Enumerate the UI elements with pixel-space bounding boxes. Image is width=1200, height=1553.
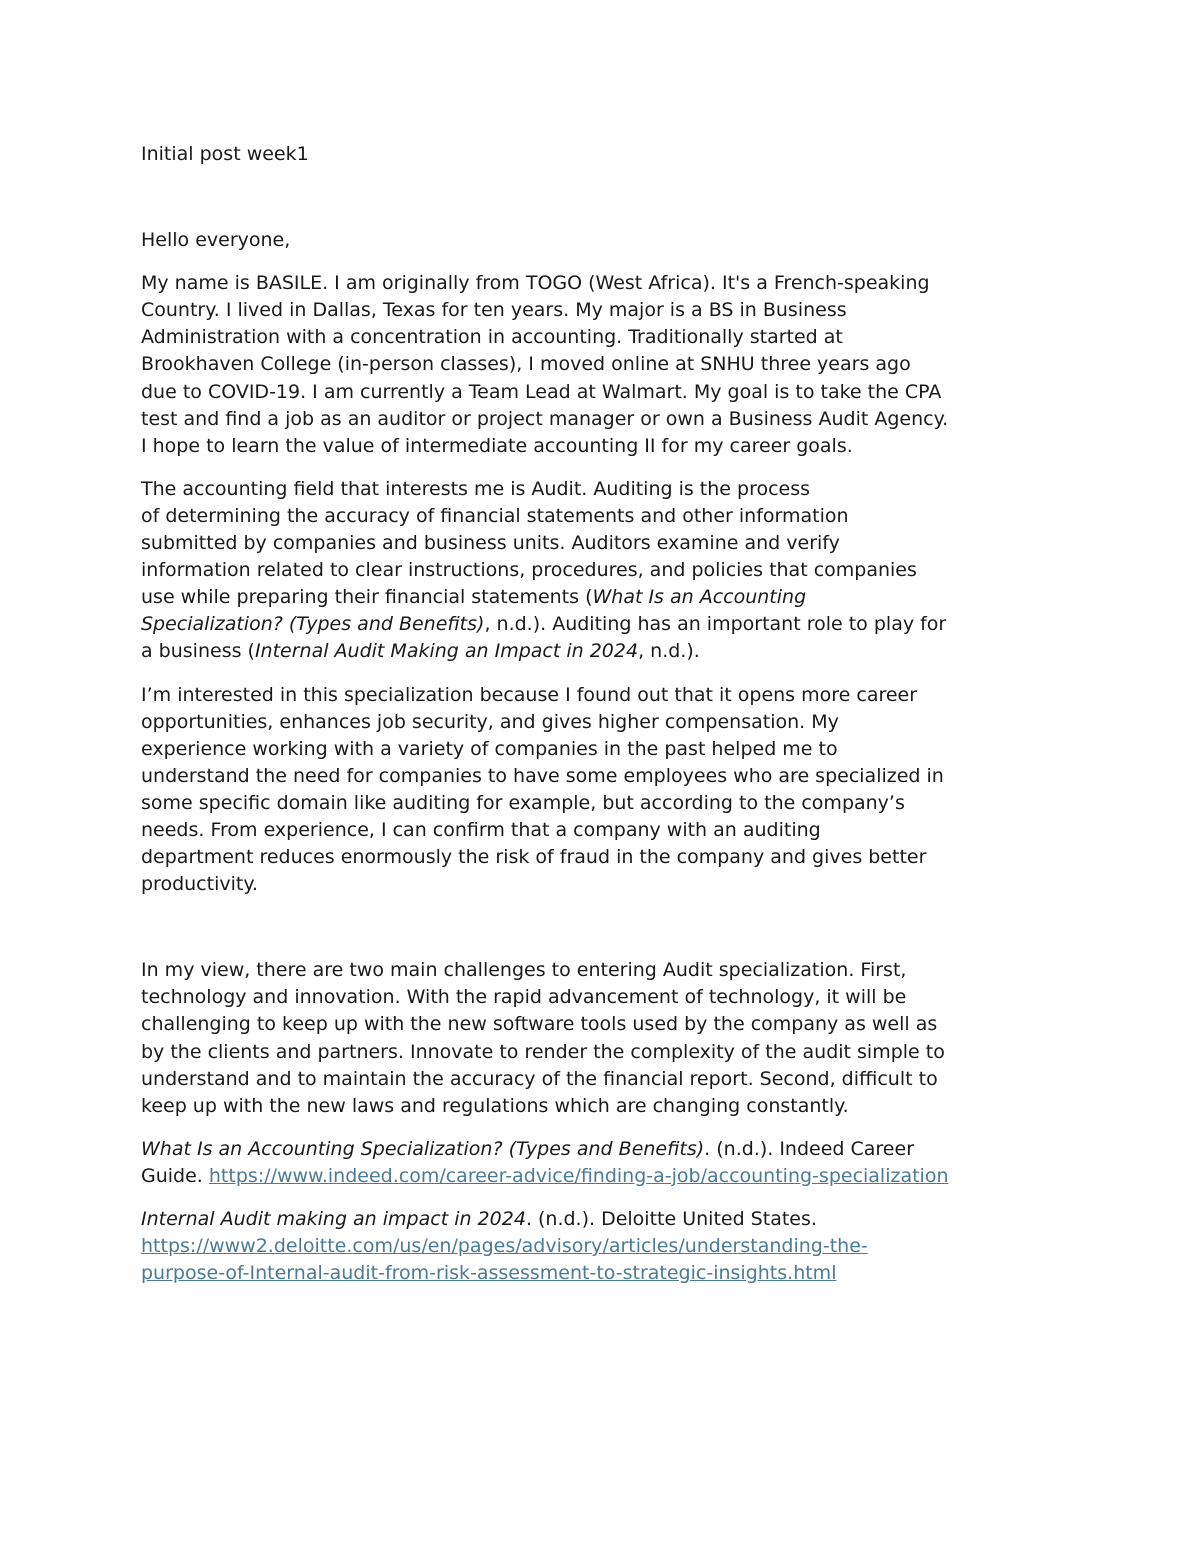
text-segment: a business ( [141,640,255,663]
text-segment: test and find a job as an auditor or project manager or own a Business Audit Agency. [141,407,949,430]
text-segment: The accounting field that interests me is Audit. Auditing is the process [141,477,811,500]
text-segment: opportunities, enhances job security, and gives higher compensation. My [141,710,839,733]
italic-citation-text: Internal Audit making an impact in 2024 [141,1208,526,1230]
reference-link[interactable]: purpose-of-Internal-audit-from-risk-assessment-to-strategic-insights.html [141,1262,837,1285]
text-segment: department reduces enormously the risk of fraud in the company and gives better [141,846,927,869]
text-line [141,1206,1101,1233]
text-line [141,709,1101,736]
text-segment: use while preparing their financial statements ( [141,586,593,609]
text-line [141,1136,1101,1163]
text-line [141,1163,1101,1190]
text-line [141,817,1101,844]
text-line [141,638,1101,665]
reference-deloitte [141,1206,1101,1287]
text-line [141,984,1101,1011]
text-segment: I hope to learn the value of intermediate accounting II for my career goals. [141,434,853,457]
text-line [141,1039,1101,1066]
text-line [141,530,1101,557]
text-segment: some specific domain like auditing for example, but according to the company’s [141,791,905,814]
text-line [141,379,1101,406]
text-line [141,270,1101,297]
audit-field-paragraph [141,476,1101,666]
greeting [141,227,1101,254]
text-line [141,1011,1101,1038]
text-segment: I’m interested in this specialization because I found out that it opens more career [141,683,918,706]
text-segment: information related to clear instructions, procedures, and policies that companies [141,559,917,582]
text-segment: keep up with the new laws and regulations which are changing constantly. [141,1094,849,1117]
text-segment: by the clients and partners. Innovate to render the complexity of the audit simple to [141,1040,945,1063]
text-segment: understand and to maintain the accuracy of the financial report. Second, difficult to [141,1067,938,1090]
text-line [141,324,1101,351]
text-line [141,736,1101,763]
text-line [141,611,1101,638]
text-segment: submitted by companies and business units. Auditors examine and verify [141,532,840,555]
text-segment: . (n.d.). Indeed Career [704,1137,915,1160]
text-line [141,1233,1101,1260]
text-line [141,1260,1101,1287]
text-line [141,141,1101,168]
text-line [141,227,1101,254]
text-segment: of determining the accuracy of financial statements and other information [141,504,849,527]
text-segment: challenging to keep up with the new software tools used by the company as well as [141,1013,938,1036]
text-segment: experience working with a variety of companies in the past helped me to [141,737,838,760]
text-segment: due to COVID-19. I am currently a Team Lead at Walmart. My goal is to take the CPA [141,380,942,403]
text-segment: Brookhaven College (in-person classes), I moved online at SNHU three years ago [141,353,911,376]
text-line [141,1066,1101,1093]
text-segment: Country. I lived in Dallas, Texas for ten years. My major is a BS in Business [141,299,847,322]
text-segment: . (n.d.). Deloitte United States. [525,1208,817,1230]
text-line [141,682,1101,709]
document-page [141,141,1101,1303]
italic-citation-text: What Is an Accounting Specialization? (Types and Benefits) [141,1137,705,1160]
reference-link[interactable]: https://www2.deloitte.com/us/en/pages/advisory/articles/understanding-the- [141,1235,868,1258]
text-segment: , n.d.). Auditing has an important role to play for [484,613,947,636]
text-segment: In my view, there are two main challenges to entering Audit specialization. First, [141,959,907,982]
text-segment: needs. From experience, I can confirm that a company with an auditing [141,818,821,841]
text-segment: understand the need for companies to have some employees who are specialized in [141,764,944,787]
text-segment: My name is BASILE. I am originally from TOGO (West Africa). It's a French-speaking [141,272,930,295]
text-line [141,433,1101,460]
text-line [141,406,1101,433]
text-segment: technology and innovation. With the rapid advancement of technology, it will be [141,986,907,1009]
text-segment: Hello everyone, [141,229,291,252]
text-segment: Guide. [141,1164,209,1187]
text-line [141,297,1101,324]
text-line [141,584,1101,611]
title [141,141,1101,168]
italic-citation-text: What Is an Accounting [592,586,807,609]
italic-citation-text: Internal Audit Making an Impact in 2024 [254,640,639,663]
text-line [141,844,1101,871]
text-line [141,790,1101,817]
interest-paragraph [141,682,1101,899]
text-segment: , n.d.). [638,640,700,663]
text-line [141,503,1101,530]
reference-indeed [141,1136,1101,1190]
text-line [141,871,1101,898]
text-line [141,557,1101,584]
text-line [141,476,1101,503]
italic-citation-text: Specialization? (Types and Benefits) [141,613,485,636]
text-segment: productivity. [141,873,258,896]
challenges-paragraph [141,957,1101,1120]
text-segment: Initial post week1 [141,143,309,165]
text-segment: Administration with a concentration in accounting. Traditionally started at [141,326,843,349]
text-line [141,763,1101,790]
text-line [141,1093,1101,1120]
text-line [141,351,1101,378]
reference-link[interactable]: https://www.indeed.com/career-advice/finding-a-job/accounting-specialization [208,1164,949,1187]
text-line [141,957,1101,984]
introduction-paragraph [141,270,1101,460]
